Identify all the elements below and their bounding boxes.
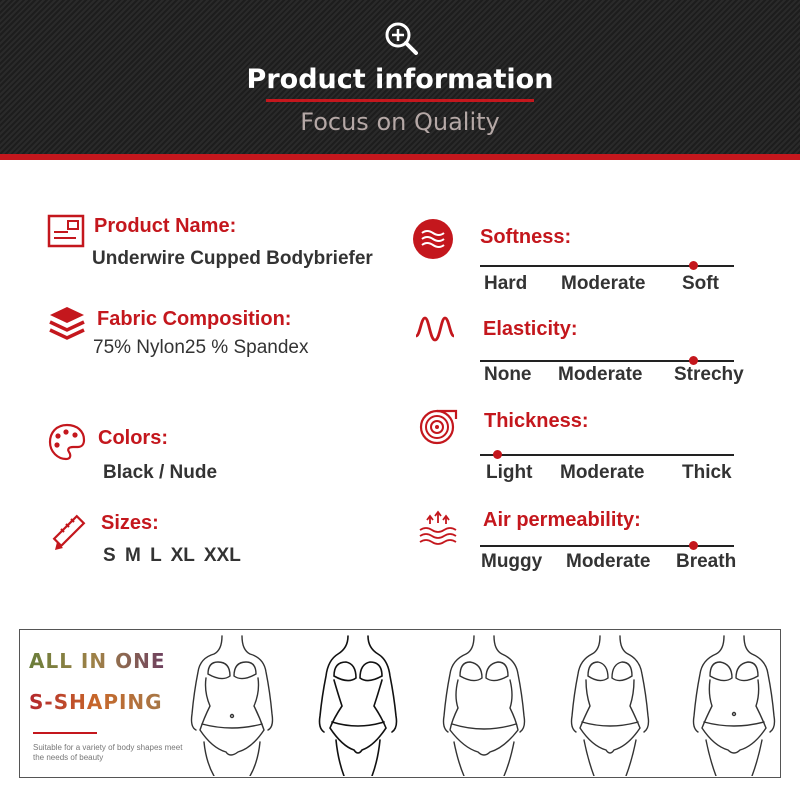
body-shape-2-icon xyxy=(308,632,408,776)
air-permeability-tick-moderate: Moderate xyxy=(566,551,651,572)
air-permeability-icon xyxy=(418,508,460,550)
body-shape-3-icon xyxy=(434,632,534,776)
air-permeability-label: Air permeability: xyxy=(483,509,641,531)
thickness-icon xyxy=(418,405,460,447)
palette-icon xyxy=(47,422,87,462)
softness-tick-hard: Hard xyxy=(484,273,528,294)
elasticity-icon xyxy=(414,308,456,350)
body-shape-1-icon xyxy=(182,632,282,776)
body-shape-banner xyxy=(19,629,781,778)
product-name-value: Underwire Cupped Bodybriefer xyxy=(92,248,373,269)
product-name-label: Product Name: xyxy=(94,215,237,237)
size-s: S xyxy=(103,545,116,566)
thickness-tick-thick: Thick xyxy=(682,462,732,483)
body-shape-4-icon xyxy=(560,632,660,776)
colors-label: Colors: xyxy=(98,427,168,449)
banner-note: Suitable for a variety of body shapes meet the needs of beauty xyxy=(33,743,183,762)
fabric-composition-label: Fabric Composition: xyxy=(97,308,292,330)
size-xxl: XXL xyxy=(203,545,241,566)
page-title: Product information xyxy=(246,64,554,95)
postcard-icon xyxy=(46,212,86,252)
layers-icon xyxy=(47,304,87,344)
softness-indicator xyxy=(689,261,698,270)
size-l: L xyxy=(150,545,162,566)
softness-tick-moderate: Moderate xyxy=(561,273,646,294)
size-m: M xyxy=(124,545,141,566)
title-underline xyxy=(266,99,534,102)
banner-headline-1: ALL IN ONE xyxy=(29,649,166,673)
thickness-tick-light: Light xyxy=(486,462,533,483)
size-xl: XL xyxy=(170,545,195,566)
banner-divider xyxy=(33,732,97,734)
sizes-list xyxy=(103,545,241,567)
softness-icon xyxy=(412,218,454,260)
header-divider xyxy=(0,154,800,160)
softness-label: Softness: xyxy=(480,226,572,248)
body-shape-5-icon xyxy=(684,632,784,776)
elasticity-tick-strechy: Strechy xyxy=(674,364,744,385)
air-permeability-indicator xyxy=(689,541,698,550)
zoom-in-icon xyxy=(383,20,419,56)
page-subtitle: Focus on Quality xyxy=(300,108,500,136)
thickness-indicator xyxy=(493,450,502,459)
ruler-pencil-icon xyxy=(49,512,89,552)
sizes-label: Sizes: xyxy=(101,512,159,534)
air-permeability-tick-breath: Breath xyxy=(676,551,737,572)
softness-tick-soft: Soft xyxy=(682,273,719,294)
elasticity-label: Elasticity: xyxy=(483,318,578,340)
thickness-tick-moderate: Moderate xyxy=(560,462,645,483)
air-permeability-tick-muggy: Muggy xyxy=(481,551,543,572)
banner-headline-2: S-SHAPING xyxy=(29,690,163,714)
elasticity-tick-none: None xyxy=(484,364,532,385)
header-banner xyxy=(0,0,800,160)
thickness-scale-line xyxy=(480,454,734,456)
elasticity-tick-moderate: Moderate xyxy=(558,364,643,385)
fabric-composition-value: 75% Nylon25 % Spandex xyxy=(93,337,309,358)
colors-value: Black / Nude xyxy=(103,462,218,483)
thickness-label: Thickness: xyxy=(484,410,589,432)
